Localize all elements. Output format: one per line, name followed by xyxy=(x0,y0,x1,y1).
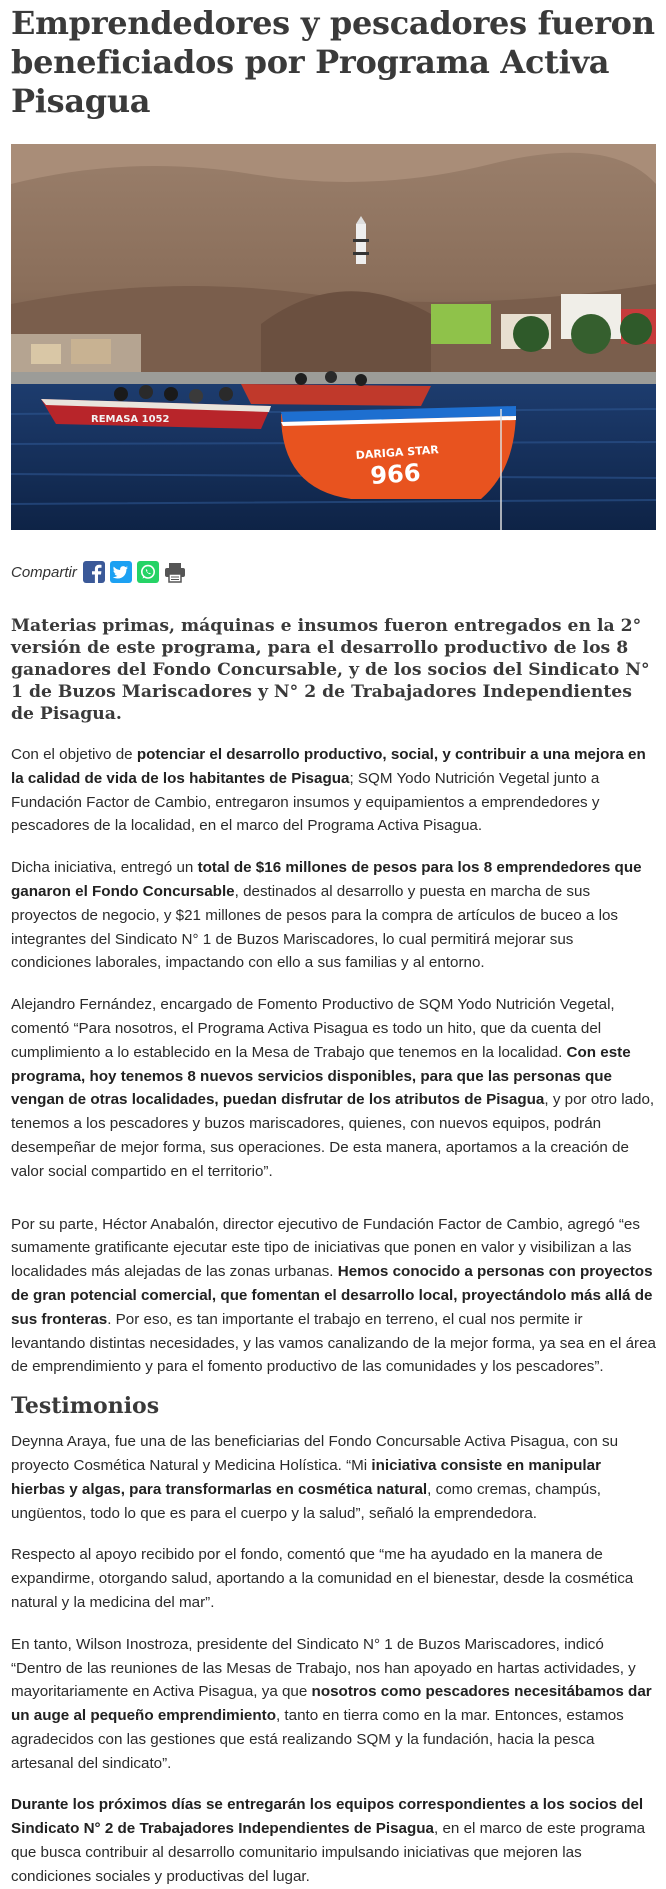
whatsapp-icon[interactable] xyxy=(137,561,159,583)
paragraph-3: Alejandro Fernández, encargado de Fomento Productivo de SQM Yodo Nutrición Vegetal, comentó “Para nosotros, el Programa Activa Pisagua es todo un hito, que da cuenta del cumplimiento a lo establecido en la Mesa de Trabajo que tenemos en la localidad. Con este programa, hoy tenemos 8 nuevos servicios disponibles, para que las personas que vengan de otras localidades, puedan disfrutar de los atributos de Pisagua, y por otro lado, tenemos a los pescadores y buzos mariscadores, quienes, con nuevos equipos, podrán desempeñar de mejor forma, sus operaciones. De esta manera, aportamos a la creación de valor social compartido en el territorio”. xyxy=(11,996,655,1180)
hero-boat-name-2: DARIGA STAR xyxy=(355,443,440,462)
article xyxy=(11,0,656,1889)
share-bar xyxy=(11,559,656,585)
hero-boat-name-1: REMASA 1052 xyxy=(91,414,170,425)
hero-image xyxy=(11,144,656,530)
paragraph-1: Con el objetivo de potenciar el desarrollo productivo, social, y contribuir a una mejora en la calidad de vida de los habitantes de Pisagua; SQM Yodo Nutrición Vegetal junto a Fundación Factor de Cambio, entregaron insumos y equipamientos a emprendedores y pescadores de la localidad, en el marco del Programa Activa Pisagua. xyxy=(11,746,646,835)
section-heading-testimonios: Testimonios xyxy=(11,1393,160,1420)
paragraph-4: Por su parte, Héctor Anabalón, director ejecutivo de Fundación Factor de Cambio, agregó “es sumamente gratificante ejecutar este tipo de iniciativas que ponen en valor y visibilizan a las localidades más alejadas de las zonas urbanas. Hemos conocido a personas con proyectos de gran potencial comercial, que fomentan el desarrollo local, proyectándolo más allá de sus fronteras. Por eso, es tan importante el trabajo en terreno, el cual nos permite ir levantando distintas necesidades, y las vamos canalizando de la mejor forma, ya sea en el área de emprendimiento y para el fomento productivo de las comunidades y los pescadores”. xyxy=(11,1215,656,1376)
paragraph-8: Durante los próximos días se entregarán los equipos correspondientes a los socios del Sindicato N° 2 de Trabajadores Independientes de Pisagua, en el marco de este programa que busca contribuir al desarrollo comunitario impulsando iniciativas que mejoren las condiciones sociales y productivas del lugar. xyxy=(11,1796,646,1885)
paragraph-5: Deynna Araya, fue una de las beneficiarias del Fondo Concursable Activa Pisagua, con su proyecto Cosmética Natural y Medicina Holística. “Mi iniciativa consiste en manipular hierbas y algas, para transformarlas en cosmética natural, como cremas, champús, ungüentos, todo lo que es para el cuerpo y la salud”, señaló la emprendedora. xyxy=(11,1433,619,1522)
twitter-icon[interactable] xyxy=(110,561,132,583)
facebook-icon[interactable] xyxy=(83,561,105,583)
article-lead: Materias primas, máquinas e insumos fueron entregados en la 2° versión de este programa, para el desarrollo productivo de los 8 ganadores del Fondo Concursable, y de los socios del Sindicato N° 1 de Buzos Mariscadores y N° 2 de Trabajadores Independientes de Pisagua. xyxy=(11,616,650,724)
share-label: Compartir xyxy=(11,563,77,581)
paragraph-2: Dicha iniciativa, entregó un total de $16 millones de pesos para los 8 emprendedores que ganaron el Fondo Concursable, destinados al desarrollo y puesta en marcha de sus proyectos de negocio, y $21 millones de pesos para la compra de artículos de buceo a los integrantes del Sindicato N° 1 de Buzos Mariscadores, lo cual permitirá mejorar sus condiciones laborales, impactando con ello a sus familias y al entorno. xyxy=(11,859,642,972)
hero-boat-number: 966 xyxy=(369,458,422,490)
print-icon[interactable] xyxy=(164,561,186,583)
article-title: Emprendedores y pescadores fueron beneficiados por Programa Activa Pisagua xyxy=(11,4,655,120)
paragraph-6: Respecto al apoyo recibido por el fondo, comentó que “me ha ayudado en la manera de expandirme, otorgando salud, aportando a la comunidad en el bienestar, desde la cosmética natural y la medicina del mar”. xyxy=(11,1546,634,1611)
paragraph-7: En tanto, Wilson Inostroza, presidente del Sindicato N° 1 de Buzos Mariscadores, indicó “Dentro de las reuniones de las Mesas de Trabajo, nos han apoyado en hartas actividades, y mayoritariamente en Activa Pisagua, ya que nosotros como pescadores necesitábamos dar un auge al pequeño emprendimiento, tanto en tierra como en la mar. Entonces, estamos agradecidos con las gestiones que está realizando SQM y la fundación, hacia la pesca artesanal del sindicato”. xyxy=(11,1635,652,1772)
